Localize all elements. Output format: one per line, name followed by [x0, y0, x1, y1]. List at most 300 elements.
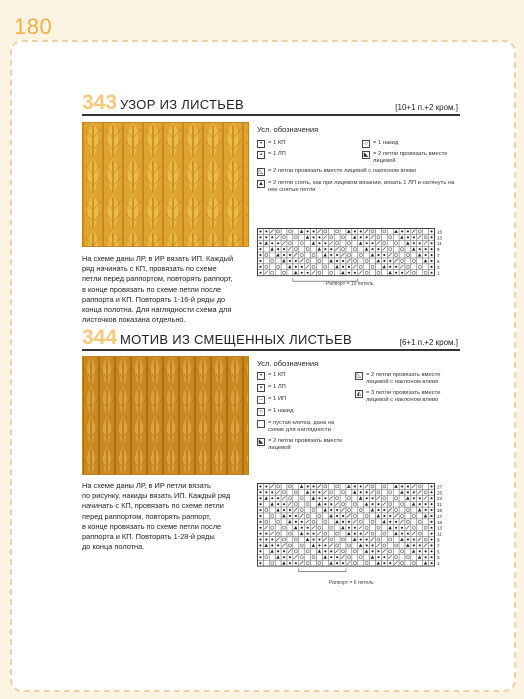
chart-cell: [281, 240, 287, 246]
left-slant-decrease-icon: ◺: [356, 373, 362, 379]
chart-cell: [287, 525, 293, 531]
chart-cell: [423, 531, 429, 537]
stitch-symbol: [342, 562, 344, 564]
chart-cell: [328, 519, 334, 525]
stitch-symbol: [259, 242, 261, 244]
chart-cell: [269, 507, 275, 513]
chart-cell: [322, 560, 328, 566]
stitch-symbol: [259, 515, 261, 517]
chart-cell: [281, 495, 287, 501]
stitch-symbol: [425, 248, 427, 250]
chart-cell: [263, 554, 269, 560]
chart-cell: [346, 537, 352, 543]
chart-cell: [381, 495, 387, 501]
chart-cell: [387, 548, 393, 554]
chart-cell: [263, 501, 269, 507]
chart-cell: [393, 543, 399, 549]
row-number-label: 3: [437, 555, 440, 561]
pattern-344-description: [82, 481, 250, 552]
chart-cell: [399, 252, 405, 258]
stitch-symbol: [324, 497, 326, 499]
chart-cell: [328, 489, 334, 495]
chart-cell: [311, 507, 317, 513]
stitch-symbol: [259, 527, 261, 529]
stitch-symbol: [430, 248, 432, 250]
stitch-symbol: [259, 254, 261, 256]
chart-cell: [381, 270, 387, 276]
stitch-symbol: [336, 556, 338, 558]
stitch-symbol: [312, 485, 314, 487]
stitch-symbol: [342, 515, 344, 517]
stitch-symbol: [277, 242, 279, 244]
chart-cell: [352, 519, 358, 525]
row-number-label: 15: [437, 229, 443, 235]
chart-cell: [364, 507, 370, 513]
stitch-symbol: [377, 254, 379, 256]
stitch-symbol: [324, 544, 326, 546]
pattern-number: 343: [82, 91, 118, 114]
chart-cell: [317, 484, 323, 490]
stitch-symbol: [354, 230, 356, 232]
chart-cell: [387, 554, 393, 560]
chart-cell: [417, 560, 423, 566]
legend-item: [257, 151, 352, 159]
stitch-symbol: [413, 491, 415, 493]
chart-cell: [370, 234, 376, 240]
description-line: конца полотна. Для наглядности схема для: [82, 305, 232, 315]
chart-cell: [346, 513, 352, 519]
chart-cell: [381, 531, 387, 537]
chart-cell: [393, 489, 399, 495]
knit-two-together-icon: ◣: [258, 439, 264, 445]
legend-text: = 1 ИП: [268, 396, 287, 402]
chart-cell: [358, 264, 364, 270]
chart-cell: [364, 252, 370, 258]
chart-cell: [293, 240, 299, 246]
description-line: в конце провязать по схеме петли после: [82, 284, 222, 294]
stitch-symbol: [336, 260, 338, 262]
chart-cell: [311, 554, 317, 560]
stitch-symbol: [377, 509, 379, 511]
chart-cell: [317, 560, 323, 566]
pattern-343-header: [82, 91, 460, 116]
stitch-symbol: [371, 550, 373, 552]
pattern-title: МОТИВ ИЗ СМЕЩЕННЫХ ЛИСТЬЕВ: [120, 332, 352, 347]
stitch-symbol: [312, 538, 314, 540]
stitch-symbol: [430, 521, 432, 523]
stitch-symbol: [354, 533, 356, 535]
chart-cell: [340, 554, 346, 560]
chart-cell: [340, 543, 346, 549]
stitch-symbol: [348, 521, 350, 523]
chart-cell: [275, 537, 281, 543]
stitch-symbol: [383, 254, 385, 256]
chart-cell: [364, 270, 370, 276]
chart-cell: [305, 554, 311, 560]
stitch-symbol: [425, 556, 427, 558]
stitch-symbol: [430, 230, 432, 232]
stitch-symbol: [389, 562, 391, 564]
chart-cell: [299, 513, 305, 519]
stitch-symbol: [430, 550, 432, 552]
chart-cell: [411, 229, 417, 235]
chart-cell: [328, 525, 334, 531]
chart-cell: [328, 234, 334, 240]
chart-cell: [381, 548, 387, 554]
chart-cell: [340, 246, 346, 252]
chart-cell: [305, 519, 311, 525]
chart-cell: [287, 495, 293, 501]
stitch-symbol: [330, 550, 332, 552]
stitch-symbol: [354, 272, 356, 274]
stitch-symbol: [307, 533, 309, 535]
chart-cell: [399, 513, 405, 519]
stitch-symbol: [354, 485, 356, 487]
chart-cell: [364, 525, 370, 531]
chart-cell: [293, 543, 299, 549]
stitch-symbol: [277, 248, 279, 250]
chart-cell: [352, 554, 358, 560]
chart-cell: [293, 484, 299, 490]
chart-cell: [287, 270, 293, 276]
pattern-343-chart: [257, 228, 450, 283]
pattern-343-photo: [82, 122, 249, 247]
stitch-symbol: [271, 491, 273, 493]
chart-cell: [399, 240, 405, 246]
stitch-symbol: [289, 254, 291, 256]
chart-cell: [376, 240, 382, 246]
stitch-symbol: [377, 248, 379, 250]
chart-cell: [423, 525, 429, 531]
chart-cell: [346, 246, 352, 252]
chart-cell: [334, 229, 340, 235]
chart-cell: [417, 264, 423, 270]
chart-cell: [423, 537, 429, 543]
stitch-symbol: [271, 544, 273, 546]
stitch-symbol: [430, 272, 432, 274]
chart-cell: [358, 246, 364, 252]
chart-cell: [381, 234, 387, 240]
stitch-symbol: [377, 550, 379, 552]
stitch-symbol: [271, 538, 273, 540]
chart-cell: [417, 489, 423, 495]
chart-cell: [299, 489, 305, 495]
chart-cell: [317, 525, 323, 531]
chart-cell: [281, 229, 287, 235]
chart-cell: [287, 229, 293, 235]
stitch-symbol: [312, 491, 314, 493]
chart-cell: [411, 554, 417, 560]
chart-cell: [281, 489, 287, 495]
chart-cell: [405, 519, 411, 525]
legend-item: [257, 438, 347, 452]
stitch-symbol: [377, 503, 379, 505]
stitch-symbol: [425, 509, 427, 511]
chart-cell: [334, 240, 340, 246]
chart-cell: [322, 525, 328, 531]
chart-cell: [399, 554, 405, 560]
stitch-symbol: [312, 236, 314, 238]
stitch-symbol: [265, 533, 267, 535]
row-number-label: 9: [437, 247, 440, 253]
chart-cell: [399, 246, 405, 252]
chart-cell: [269, 519, 275, 525]
stitch-symbol: [419, 248, 421, 250]
chart-cell: [399, 264, 405, 270]
stitch-symbol: [259, 544, 261, 546]
chart-cell: [399, 258, 405, 264]
stitch-symbol: [342, 260, 344, 262]
chart-cell: [275, 234, 281, 240]
stitch-symbol: [413, 544, 415, 546]
chart-cell: [322, 484, 328, 490]
stitch-symbol: [360, 533, 362, 535]
chart-cell: [293, 537, 299, 543]
stitch-symbol: [425, 503, 427, 505]
stitch-symbol: [318, 544, 320, 546]
chart-cell: [399, 501, 405, 507]
chart-cell: [405, 554, 411, 560]
chart-cell: [387, 543, 393, 549]
chart-cell: [370, 489, 376, 495]
stitch-symbol: [271, 497, 273, 499]
chart-cell: [311, 246, 317, 252]
row-number-label: 13: [437, 235, 443, 241]
stitch-symbol: [259, 248, 261, 250]
stitch-symbol: [342, 521, 344, 523]
chart-cell: [281, 519, 287, 525]
chart-cell: [352, 258, 358, 264]
stitch-symbol: [336, 254, 338, 256]
stitch-symbol: [277, 550, 279, 552]
pattern-repeat: [10+1 п.+2 кром.]: [395, 103, 458, 112]
stitch-symbol: [295, 515, 297, 517]
repeat-label: Раппорт = 6 петель: [329, 580, 374, 586]
left-slant-decrease-icon: ◺: [258, 169, 264, 175]
chart-cell: [417, 525, 423, 531]
chart-cell: [364, 484, 370, 490]
row-number-label: 1: [437, 270, 440, 276]
chart-cell: [358, 507, 364, 513]
chart-cell: [376, 519, 382, 525]
chart-cell: [381, 543, 387, 549]
chart-cell: [423, 264, 429, 270]
stitch-symbol: [430, 242, 432, 244]
stitch-symbol: [413, 236, 415, 238]
chart-cell: [322, 264, 328, 270]
stitch-symbol: [389, 266, 391, 268]
stitch-symbol: [307, 527, 309, 529]
legend-item: [257, 140, 352, 148]
chart-cell: [411, 525, 417, 531]
stitch-symbol: [307, 272, 309, 274]
stitch-symbol: [283, 550, 285, 552]
chart-cell: [352, 507, 358, 513]
chart-cell: [393, 246, 399, 252]
chart-cell: [417, 531, 423, 537]
knit-symbol-icon: ▪: [257, 384, 265, 392]
chart-cell: [358, 513, 364, 519]
stitch-symbol: [277, 544, 279, 546]
stitch-symbol: [259, 230, 261, 232]
chart-cell: [293, 501, 299, 507]
chart-cell: [281, 543, 287, 549]
chart-cell: [311, 525, 317, 531]
chart-cell: [281, 270, 287, 276]
legend-text: = 2 петли провязать вместе лицевой с наклоном влево: [268, 168, 417, 174]
chart-cell: [299, 537, 305, 543]
chart-cell: [352, 240, 358, 246]
chart-cell: [364, 264, 370, 270]
chart-cell: [381, 489, 387, 495]
stitch-symbol: [277, 503, 279, 505]
chart-cell: [334, 543, 340, 549]
description-line: листочков показана отдельно.: [82, 315, 186, 325]
description-line: На схеме даны ЛР, в ИР вязать ИП. Каждый: [82, 254, 234, 263]
stitch-symbol: [318, 497, 320, 499]
pattern-344-chart: [257, 483, 450, 574]
chart-cell: [417, 537, 423, 543]
chart-cell: [387, 229, 393, 235]
chart-cell: [299, 548, 305, 554]
row-number-label: 25: [437, 490, 443, 496]
stitch-symbol: [277, 497, 279, 499]
chart-cell: [393, 240, 399, 246]
chart-cell: [328, 229, 334, 235]
stitch-symbol: [259, 485, 261, 487]
chart-cell: [370, 519, 376, 525]
stitch-symbol: [419, 544, 421, 546]
chart-cell: [352, 264, 358, 270]
chart-cell: [299, 507, 305, 513]
chart-cell: [405, 264, 411, 270]
description-line: петли перед раппортом, повторять раппорт,: [82, 274, 233, 284]
chart-cell: [352, 495, 358, 501]
chart-cell: [328, 531, 334, 537]
row-number-label: 5: [437, 258, 440, 264]
stitch-symbol: [259, 509, 261, 511]
chart-cell: [281, 531, 287, 537]
chart-cell: [311, 264, 317, 270]
stitch-symbol: [259, 503, 261, 505]
pattern-title: УЗОР ИЗ ЛИСТЬЕВ: [120, 97, 245, 112]
chart-cell: [340, 240, 346, 246]
chart-cell: [340, 507, 346, 513]
chart-cell: [334, 246, 340, 252]
chart-cell: [346, 234, 352, 240]
chart-cell: [263, 258, 269, 264]
knit-two-together-icon: ◣: [363, 152, 369, 158]
description-line: раппорта и КП. Повторять 1-28-й ряды: [82, 532, 215, 542]
chart-cell: [352, 560, 358, 566]
chart-cell: [269, 264, 275, 270]
stitch-symbol: [425, 254, 427, 256]
chart-cell: [305, 543, 311, 549]
chart-cell: [275, 258, 281, 264]
chart-cell: [346, 489, 352, 495]
stitch-symbol: [430, 509, 432, 511]
chart-cell: [322, 234, 328, 240]
legend-item: [257, 180, 462, 194]
chart-cell: [405, 507, 411, 513]
chart-cell: [346, 495, 352, 501]
legend-text: = 2 петли провязать вместе лицевой: [268, 438, 343, 451]
chart-cell: [269, 270, 275, 276]
chart-cell: [346, 543, 352, 549]
stitch-symbol: [259, 272, 261, 274]
chart-cell: [317, 258, 323, 264]
stitch-symbol: [407, 491, 409, 493]
chart-cell: [334, 501, 340, 507]
stitch-symbol: [395, 527, 397, 529]
chart-cell: [340, 531, 346, 537]
stitch-symbol: [295, 562, 297, 564]
stitch-symbol: [330, 556, 332, 558]
chart-cell: [346, 507, 352, 513]
chart-cell: [411, 484, 417, 490]
stitch-symbol: [318, 242, 320, 244]
stitch-symbol: [389, 515, 391, 517]
legend-text: = 2 петли провязать вместе лицевой: [373, 151, 448, 164]
chart-cell: [364, 560, 370, 566]
stitch-symbol: [371, 242, 373, 244]
chart-cell: [311, 270, 317, 276]
chart-cell: [399, 543, 405, 549]
empty-cell-icon: [257, 420, 265, 428]
chart-cell: [287, 537, 293, 543]
stitch-symbol: [354, 527, 356, 529]
chart-cell: [376, 537, 382, 543]
row-number-label: 9: [437, 537, 440, 543]
stitch-symbol: [336, 509, 338, 511]
stitch-symbol: [430, 562, 432, 564]
chart-cell: [417, 519, 423, 525]
chart-cell: [275, 513, 281, 519]
stitch-symbol: [318, 538, 320, 540]
chart-cell: [411, 252, 417, 258]
chart-cell: [269, 525, 275, 531]
chart-cell: [358, 252, 364, 258]
chart-cell: [393, 234, 399, 240]
chart-cell: [405, 513, 411, 519]
chart-cell: [405, 270, 411, 276]
stitch-symbol: [271, 236, 273, 238]
legend-item: [257, 372, 347, 380]
chart-cell: [370, 264, 376, 270]
chart-cell: [387, 234, 393, 240]
chart-cell: [281, 537, 287, 543]
stitch-symbol: [401, 485, 403, 487]
chart-cell: [328, 484, 334, 490]
stitch-symbol: [259, 533, 261, 535]
stitch-symbol: [295, 260, 297, 262]
chart-cell: [423, 489, 429, 495]
chart-cell: [269, 513, 275, 519]
stitch-symbol: [336, 515, 338, 517]
description-line: ряд начинать с КП, провязать по схеме: [82, 264, 217, 274]
chart-cell: [376, 495, 382, 501]
chart-cell: [364, 229, 370, 235]
chart-cell: [293, 246, 299, 252]
chart-cell: [328, 495, 334, 501]
chart-cell: [364, 531, 370, 537]
chart-cell: [370, 484, 376, 490]
chart-cell: [311, 258, 317, 264]
stitch-symbol: [413, 242, 415, 244]
chart-cell: [376, 531, 382, 537]
stitch-symbol: [430, 254, 432, 256]
chart-cell: [423, 240, 429, 246]
